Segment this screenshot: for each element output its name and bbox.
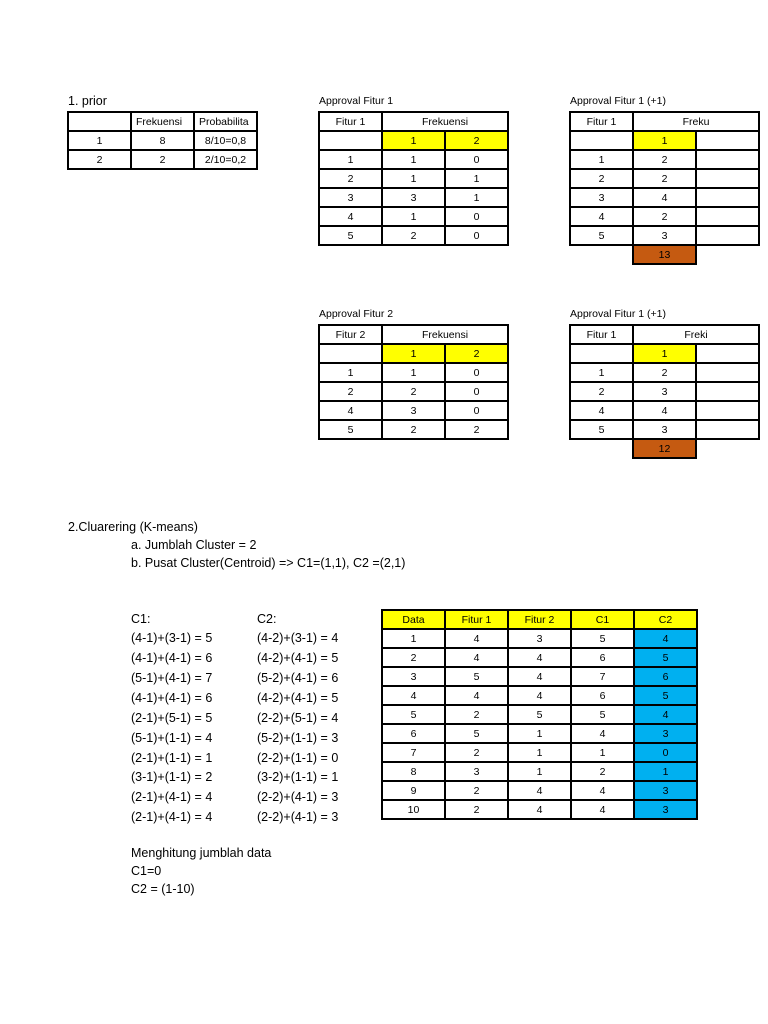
table-cell: 1 — [445, 169, 508, 188]
table-cell: 8/10=0,8 — [194, 131, 257, 150]
table-row — [382, 724, 697, 743]
table-cell: 6 — [382, 724, 445, 743]
prior-header-probabilita: Probabilita — [194, 112, 257, 131]
table-cell: 2 — [570, 382, 633, 401]
table-cell: 1 — [382, 629, 445, 648]
table-cell: 5 — [634, 648, 697, 667]
table-row — [319, 188, 508, 207]
table-cell: 1 — [508, 762, 571, 781]
table-cell: 3 — [382, 188, 445, 207]
table-row — [319, 401, 508, 420]
table-cell: 0 — [445, 226, 508, 245]
kmeans-header-c2: C2 — [634, 610, 697, 629]
table-cell: 1 — [570, 363, 633, 382]
table-cell: 4 — [570, 401, 633, 420]
prior-header-frekuensi: Frekuensi — [131, 112, 194, 131]
table-cell: 0 — [445, 401, 508, 420]
table-cell: 4 — [445, 648, 508, 667]
table-cell: 3 — [382, 667, 445, 686]
table-cell: 4 — [508, 667, 571, 686]
table-row — [570, 150, 759, 169]
summary-title: Menghitung jumblah data — [131, 846, 272, 860]
table-cell: 5 — [445, 724, 508, 743]
table-row — [570, 226, 759, 245]
table-cell: 3 — [319, 188, 382, 207]
table-cell: 2 — [382, 226, 445, 245]
table-cell — [696, 207, 759, 226]
table-cell: 2 — [68, 150, 131, 169]
table-row — [382, 762, 697, 781]
table-cell: 6 — [571, 686, 634, 705]
table-row — [319, 207, 508, 226]
table-cell: 1 — [382, 150, 445, 169]
c2-line: (2-2)+(1-1) = 0 — [257, 751, 339, 765]
table-cell: 3 — [445, 762, 508, 781]
c1-line: (5-1)+(4-1) = 7 — [131, 671, 213, 685]
table-cell: 2 — [633, 207, 696, 226]
c2-label: C2: — [257, 612, 277, 626]
table-cell: 2 — [633, 363, 696, 382]
fitur2b-sub-1: 1 — [633, 344, 696, 363]
table-row — [382, 686, 697, 705]
table-row — [570, 420, 759, 439]
table-cell: 5 — [319, 226, 382, 245]
table-row — [570, 439, 759, 458]
table-cell: 2 — [445, 781, 508, 800]
table-cell: 4 — [634, 629, 697, 648]
fitur2b-clip — [569, 324, 708, 466]
table-row — [570, 245, 759, 264]
table-cell: 2 — [571, 762, 634, 781]
table-row — [570, 401, 759, 420]
c2-line: (5-2)+(1-1) = 3 — [257, 731, 339, 745]
table-cell: 2 — [445, 800, 508, 819]
table-row — [319, 131, 508, 150]
table-cell: 2 — [382, 648, 445, 667]
table-cell: 4 — [445, 686, 508, 705]
table-row — [570, 169, 759, 188]
c2-line: (5-2)+(4-1) = 6 — [257, 671, 339, 685]
c2-line: (4-2)+(4-1) = 5 — [257, 691, 339, 705]
table-cell: 4 — [570, 207, 633, 226]
table-cell: 4 — [571, 800, 634, 819]
table-cell: 0 — [445, 150, 508, 169]
table-cell: 4 — [508, 686, 571, 705]
table-row — [382, 743, 697, 762]
table-row — [382, 629, 697, 648]
table-row — [319, 169, 508, 188]
table-cell: 1 — [571, 743, 634, 762]
table-cell: 3 — [633, 382, 696, 401]
table-cell — [570, 131, 633, 150]
table-cell: 6 — [634, 667, 697, 686]
table-cell: 5 — [445, 667, 508, 686]
table-row — [382, 800, 697, 819]
table-row — [382, 705, 697, 724]
table-row — [319, 420, 508, 439]
table-cell — [319, 131, 382, 150]
fitur2b-header-frekuensi: Freki — [633, 325, 759, 344]
table-cell: 0 — [634, 743, 697, 762]
table-cell: 1 — [319, 150, 382, 169]
table-cell: 4 — [382, 686, 445, 705]
table-cell — [570, 245, 633, 264]
table-cell — [696, 439, 759, 458]
table-cell: 2 — [445, 420, 508, 439]
table-row — [570, 112, 759, 131]
table-cell: 3 — [508, 629, 571, 648]
table-cell: 10 — [382, 800, 445, 819]
fitur1-header-frekuensi: Frekuensi — [382, 112, 508, 131]
fitur1b-total: 13 — [633, 245, 696, 264]
table-cell: 4 — [508, 800, 571, 819]
table-row — [68, 150, 257, 169]
table-cell: 8 — [382, 762, 445, 781]
table-cell: 5 — [634, 686, 697, 705]
table-cell: 2 — [445, 705, 508, 724]
table-cell: 1 — [382, 207, 445, 226]
table-cell: 0 — [445, 207, 508, 226]
table-cell — [696, 245, 759, 264]
table-cell: 1 — [382, 363, 445, 382]
table-row — [570, 325, 759, 344]
table-cell — [696, 401, 759, 420]
table-row — [570, 382, 759, 401]
table-cell: 5 — [508, 705, 571, 724]
c1-line: (4-1)+(4-1) = 6 — [131, 691, 213, 705]
table-row — [319, 363, 508, 382]
table-cell: 3 — [570, 188, 633, 207]
table-row — [319, 382, 508, 401]
table-cell: 7 — [382, 743, 445, 762]
table-row — [319, 226, 508, 245]
table-cell: 0 — [445, 363, 508, 382]
table-cell: 3 — [382, 401, 445, 420]
table-row — [570, 131, 759, 150]
table-row — [382, 781, 697, 800]
c1-line: (2-1)+(4-1) = 4 — [131, 810, 213, 824]
table-cell: 2 — [319, 169, 382, 188]
table-cell: 2 — [382, 420, 445, 439]
fitur1b-sub-1: 1 — [633, 131, 696, 150]
c2-line: (2-2)+(4-1) = 3 — [257, 810, 339, 824]
table-cell — [696, 363, 759, 382]
c2-line: (4-2)+(3-1) = 4 — [257, 631, 339, 645]
c1-line: (5-1)+(1-1) = 4 — [131, 731, 213, 745]
table-cell: 2 — [570, 169, 633, 188]
table-cell: 4 — [319, 401, 382, 420]
table-cell — [696, 420, 759, 439]
table-cell: 2 — [445, 743, 508, 762]
c1-line: (3-1)+(1-1) = 2 — [131, 770, 213, 784]
fitur2b-total: 12 — [633, 439, 696, 458]
table-cell: 1 — [634, 762, 697, 781]
fitur2-sub-2: 2 — [445, 344, 508, 363]
kmeans-header-fitur1: Fitur 1 — [445, 610, 508, 629]
fitur1-sub-1: 1 — [382, 131, 445, 150]
fitur2-table — [318, 324, 509, 440]
c2-line: (3-2)+(1-1) = 1 — [257, 770, 339, 784]
table-row — [570, 188, 759, 207]
table-cell — [570, 439, 633, 458]
table-cell: 3 — [634, 781, 697, 800]
table-row — [68, 112, 257, 131]
prior-heading: 1. prior — [68, 94, 107, 108]
table-cell: 1 — [508, 724, 571, 743]
table-cell — [319, 344, 382, 363]
c1-line: (2-1)+(5-1) = 5 — [131, 711, 213, 725]
table-cell: 1 — [319, 363, 382, 382]
table-cell: 5 — [382, 705, 445, 724]
table-cell: 5 — [570, 420, 633, 439]
kmeans-header-fitur2: Fitur 2 — [508, 610, 571, 629]
table-row — [570, 363, 759, 382]
table-cell: 4 — [633, 401, 696, 420]
fitur2-title: Approval Fitur 2 — [319, 308, 394, 320]
fitur2b-title: Approval Fitur 1 (+1) — [570, 308, 666, 320]
fitur1b-title: Approval Fitur 1 (+1) — [570, 95, 666, 107]
table-cell: 5 — [570, 226, 633, 245]
clustering-heading: 2.Cluarering (K-means) — [68, 520, 198, 534]
table-cell: 2 — [633, 169, 696, 188]
fitur2-header-fitur: Fitur 2 — [319, 325, 382, 344]
table-cell: 6 — [571, 648, 634, 667]
table-row — [382, 610, 697, 629]
table-row — [570, 344, 759, 363]
table-cell — [696, 169, 759, 188]
summary-c2: C2 = (1-10) — [131, 882, 195, 896]
table-cell — [696, 382, 759, 401]
table-cell: 1 — [508, 743, 571, 762]
table-cell: 0 — [445, 382, 508, 401]
fitur1-sub-2: 2 — [445, 131, 508, 150]
table-cell — [696, 226, 759, 245]
table-cell: 2/10=0,2 — [194, 150, 257, 169]
table-row — [68, 131, 257, 150]
clustering-line-a: a. Jumblah Cluster = 2 — [131, 538, 257, 552]
table-cell: 4 — [571, 781, 634, 800]
fitur1-header-fitur: Fitur 1 — [319, 112, 382, 131]
fitur1-title: Approval Fitur 1 — [319, 95, 394, 107]
table-cell: 3 — [633, 420, 696, 439]
table-cell: 2 — [633, 150, 696, 169]
table-cell — [696, 131, 759, 150]
table-cell: 4 — [571, 724, 634, 743]
table-row — [382, 667, 697, 686]
table-cell: 3 — [634, 800, 697, 819]
fitur1b-clip — [569, 111, 710, 271]
kmeans-header-c1: C1 — [571, 610, 634, 629]
table-cell — [696, 344, 759, 363]
c1-line: (4-1)+(4-1) = 6 — [131, 651, 213, 665]
table-row — [319, 112, 508, 131]
fitur1b-header-frekuensi: Freku — [633, 112, 759, 131]
table-cell: 7 — [571, 667, 634, 686]
c2-line: (4-2)+(4-1) = 5 — [257, 651, 339, 665]
table-cell: 2 — [382, 382, 445, 401]
c1-line: (2-1)+(4-1) = 4 — [131, 790, 213, 804]
table-cell: 8 — [131, 131, 194, 150]
fitur1b-table — [569, 111, 760, 265]
fitur2-header-frekuensi: Frekuensi — [382, 325, 508, 344]
table-row — [382, 648, 697, 667]
clustering-line-b: b. Pusat Cluster(Centroid) => C1=(1,1), C2 =(2,1) — [131, 556, 406, 570]
table-cell: 3 — [634, 724, 697, 743]
table-cell: 5 — [319, 420, 382, 439]
table-cell: 2 — [319, 382, 382, 401]
table-cell: 5 — [571, 705, 634, 724]
fitur2b-table — [569, 324, 760, 459]
table-cell: 1 — [382, 169, 445, 188]
fitur2b-header-fitur: Fitur 1 — [570, 325, 633, 344]
table-cell: 4 — [319, 207, 382, 226]
table-cell: 4 — [634, 705, 697, 724]
table-cell: 5 — [571, 629, 634, 648]
table-cell: 3 — [633, 226, 696, 245]
c1-line: (4-1)+(3-1) = 5 — [131, 631, 213, 645]
table-row — [319, 344, 508, 363]
table-row — [319, 150, 508, 169]
c2-line: (2-2)+(4-1) = 3 — [257, 790, 339, 804]
table-cell: 1 — [68, 131, 131, 150]
table-cell — [570, 344, 633, 363]
c2-line: (2-2)+(5-1) = 4 — [257, 711, 339, 725]
table-cell: 1 — [445, 188, 508, 207]
fitur2-sub-1: 1 — [382, 344, 445, 363]
fitur1-table — [318, 111, 509, 246]
table-cell: 4 — [508, 781, 571, 800]
table-cell: 2 — [131, 150, 194, 169]
table-cell: 1 — [570, 150, 633, 169]
prior-header-empty — [68, 112, 131, 131]
table-cell: 4 — [633, 188, 696, 207]
kmeans-header-data: Data — [382, 610, 445, 629]
kmeans-clip — [381, 609, 694, 831]
table-cell: 4 — [445, 629, 508, 648]
table-cell — [696, 188, 759, 207]
prior-table — [67, 111, 258, 170]
table-cell: 4 — [508, 648, 571, 667]
summary-c1: C1=0 — [131, 864, 162, 878]
c1-label: C1: — [131, 612, 151, 626]
table-row — [570, 207, 759, 226]
c1-line: (2-1)+(1-1) = 1 — [131, 751, 213, 765]
kmeans-table — [381, 609, 698, 820]
table-cell — [696, 150, 759, 169]
table-cell: 9 — [382, 781, 445, 800]
fitur1b-header-fitur: Fitur 1 — [570, 112, 633, 131]
table-row — [319, 325, 508, 344]
